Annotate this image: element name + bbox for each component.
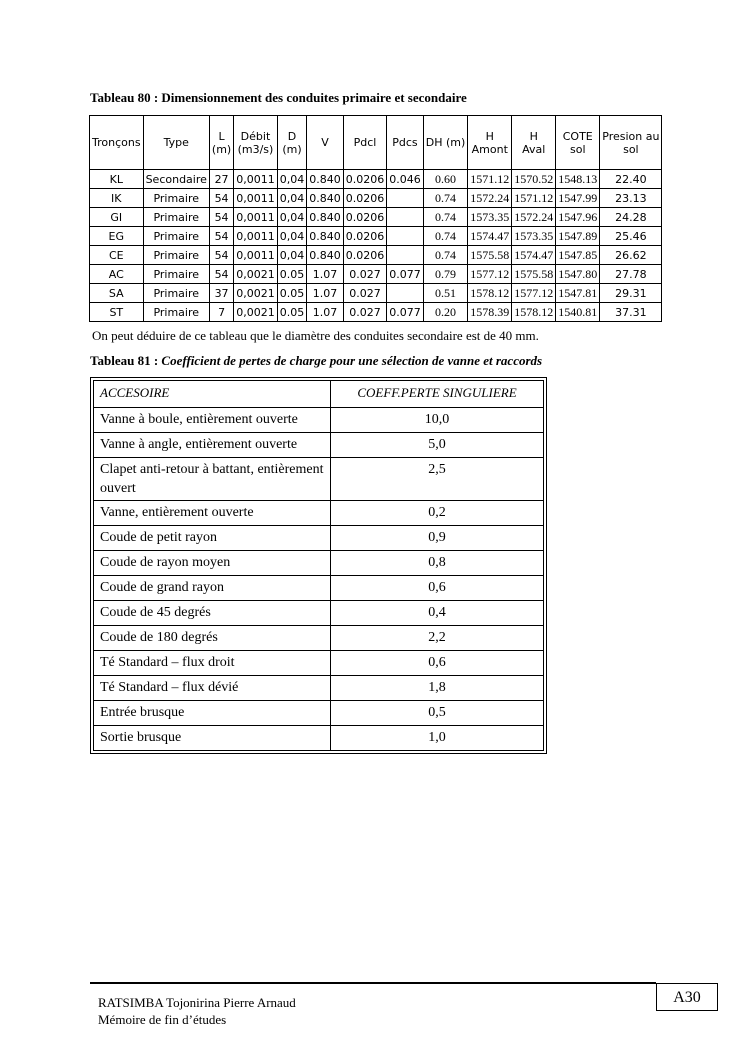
coeff-cell: 0,5	[331, 701, 544, 726]
table-cell: 54	[209, 189, 233, 208]
table-cell: 37.31	[600, 303, 662, 322]
table-header-row	[90, 116, 662, 170]
table-cell: 0.74	[423, 246, 468, 265]
accessoire-cell: Vanne à angle, entièrement ouverte	[94, 433, 331, 458]
coeff-cell: 10,0	[331, 408, 544, 433]
table-cell: 0.027	[343, 303, 387, 322]
table-cell: Primaire	[143, 189, 209, 208]
table-cell: SA	[90, 284, 144, 303]
column-header: DH (m)	[423, 116, 468, 170]
table-row	[90, 189, 662, 208]
accessoire-cell: Vanne à boule, entièrement ouverte	[94, 408, 331, 433]
table-cell: CE	[90, 246, 144, 265]
table-cell: 23.13	[600, 189, 662, 208]
table-cell: 1578.39	[468, 303, 512, 322]
coeff-cell: 0,6	[331, 651, 544, 676]
table-cell: 0.20	[423, 303, 468, 322]
table-cell: Primaire	[143, 284, 209, 303]
accessoire-cell: Sortie brusque	[94, 726, 331, 751]
table-cell: 1547.80	[556, 265, 600, 284]
table-cell: 0.74	[423, 208, 468, 227]
accessoire-cell: Coude de grand rayon	[94, 576, 331, 601]
table-cell: Primaire	[143, 246, 209, 265]
coeff-cell: 2,2	[331, 626, 544, 651]
table-cell	[387, 208, 424, 227]
table-cell: 0.0206	[343, 227, 387, 246]
table-cell: 1.07	[307, 265, 344, 284]
table-row	[90, 246, 662, 265]
footer-memo: Mémoire de fin d’études	[98, 1012, 227, 1027]
tableau-80-label: Tableau 80 :	[90, 90, 162, 105]
table-cell: 1547.81	[556, 284, 600, 303]
footer-divider	[90, 982, 656, 984]
header-accessoire: ACCESOIRE	[94, 381, 331, 408]
table-cell: 0.046	[387, 170, 424, 189]
table-row	[94, 651, 544, 676]
table-row	[90, 208, 662, 227]
table-row	[94, 701, 544, 726]
column-header: V	[307, 116, 344, 170]
table-cell: 0.840	[307, 227, 344, 246]
coeff-cell: 0,9	[331, 526, 544, 551]
table-cell: 0,0021	[234, 265, 278, 284]
table-cell: Primaire	[143, 208, 209, 227]
table-cell: 0.05	[277, 265, 307, 284]
table-cell: 27.78	[600, 265, 662, 284]
table-cell: 1575.58	[468, 246, 512, 265]
table-cell: Primaire	[143, 303, 209, 322]
coeff-cell: 0,2	[331, 501, 544, 526]
table-header-row	[94, 381, 544, 408]
table-cell: 24.28	[600, 208, 662, 227]
table-cell	[387, 246, 424, 265]
table-cell: AC	[90, 265, 144, 284]
table-row	[90, 303, 662, 322]
table-cell: 0,04	[277, 227, 307, 246]
tableau-81-text: Coefficient de pertes de charge pour une sélection de vanne et raccords	[161, 353, 543, 368]
coeff-cell: 1,8	[331, 676, 544, 701]
table-cell: 0.0206	[343, 189, 387, 208]
tableau-80-text: Dimensionnement des conduites primaire et secondaire	[161, 90, 467, 105]
table-row	[94, 458, 544, 501]
table-cell: 0.840	[307, 246, 344, 265]
table-row	[94, 433, 544, 458]
table-cell: 0,0011	[234, 170, 278, 189]
table-cell: 0.0206	[343, 170, 387, 189]
table-cell	[387, 227, 424, 246]
table-cell: 1578.12	[512, 303, 556, 322]
table-cell: IK	[90, 189, 144, 208]
table-cell: 0,04	[277, 170, 307, 189]
table-row	[90, 170, 662, 189]
table-cell: 0,04	[277, 208, 307, 227]
table-cell: 1571.12	[468, 170, 512, 189]
table-cell: 0.74	[423, 189, 468, 208]
table-row	[90, 265, 662, 284]
column-header: L (m)	[209, 116, 233, 170]
tableau-81-title	[90, 353, 542, 369]
table-cell: 1571.12	[512, 189, 556, 208]
footer-author: RATSIMBA Tojonirina Pierre Arnaud	[98, 995, 296, 1010]
accessoire-cell: Clapet anti-retour à battant, entièrement ouvert	[94, 458, 331, 501]
table-cell: 0,0011	[234, 246, 278, 265]
header-coeff: COEFF.PERTE SINGULIERE	[331, 381, 544, 408]
tableau-80-title	[90, 90, 467, 106]
table-cell: 0.840	[307, 208, 344, 227]
table-cell: 0.05	[277, 303, 307, 322]
table-cell: 1.07	[307, 303, 344, 322]
table-cell: 0.0206	[343, 246, 387, 265]
tableau-81	[93, 380, 544, 751]
coeff-cell: 0,6	[331, 576, 544, 601]
table-cell: 54	[209, 265, 233, 284]
accessoire-cell: Coude de petit rayon	[94, 526, 331, 551]
table-cell: GI	[90, 208, 144, 227]
coeff-cell: 0,8	[331, 551, 544, 576]
column-header: H Aval	[512, 116, 556, 170]
tableau-80	[89, 115, 662, 322]
table-cell: 1572.24	[512, 208, 556, 227]
table-cell: 0,0011	[234, 189, 278, 208]
conclusion-note: On peut déduire de ce tableau que le diamètre des conduites secondaire est de 40 mm.	[92, 328, 539, 343]
table-body	[90, 170, 662, 322]
table-cell: Primaire	[143, 265, 209, 284]
table-cell: KL	[90, 170, 144, 189]
table-cell: 1577.12	[468, 265, 512, 284]
accessoire-cell: Entrée brusque	[94, 701, 331, 726]
tableau-81-label: Tableau 81 :	[90, 353, 162, 368]
table-cell: 0.840	[307, 170, 344, 189]
column-header: Pdcs	[387, 116, 424, 170]
table-cell: 1574.47	[468, 227, 512, 246]
table-cell: 1547.99	[556, 189, 600, 208]
table-row	[94, 408, 544, 433]
column-header: H Amont	[468, 116, 512, 170]
accessoire-cell: Vanne, entièrement ouverte	[94, 501, 331, 526]
table-cell	[387, 189, 424, 208]
table-cell: 26.62	[600, 246, 662, 265]
column-header: D (m)	[277, 116, 307, 170]
table-cell: 0,0011	[234, 227, 278, 246]
table-cell: 1540.81	[556, 303, 600, 322]
table-cell: Primaire	[143, 227, 209, 246]
table-row	[90, 284, 662, 303]
table-cell: 0.027	[343, 265, 387, 284]
table-cell: 1547.85	[556, 246, 600, 265]
table-row	[94, 601, 544, 626]
table-cell: 1577.12	[512, 284, 556, 303]
accessoire-cell: Coude de 180 degrés	[94, 626, 331, 651]
table-row	[94, 626, 544, 651]
table-cell	[387, 284, 424, 303]
column-header: COTE sol	[556, 116, 600, 170]
table-cell: 1574.47	[512, 246, 556, 265]
table-cell: 1572.24	[468, 189, 512, 208]
column-header: Débit (m3/s)	[234, 116, 278, 170]
table-row	[94, 551, 544, 576]
table-cell: 0.077	[387, 265, 424, 284]
table-cell: 1547.89	[556, 227, 600, 246]
table-cell: 27	[209, 170, 233, 189]
table-cell: 7	[209, 303, 233, 322]
table-row	[94, 726, 544, 751]
table-cell: 0,0021	[234, 284, 278, 303]
table-cell: 1548.13	[556, 170, 600, 189]
table-cell: 0.0206	[343, 208, 387, 227]
accessoire-cell: Té Standard – flux dévié	[94, 676, 331, 701]
table-cell: ST	[90, 303, 144, 322]
table-cell: 0.74	[423, 227, 468, 246]
accessoire-cell: Té Standard – flux droit	[94, 651, 331, 676]
column-header: Pdcl	[343, 116, 387, 170]
table-cell: 0.077	[387, 303, 424, 322]
table-row	[94, 526, 544, 551]
table-cell: 0.60	[423, 170, 468, 189]
table-cell: 0.79	[423, 265, 468, 284]
table-cell: 0,04	[277, 246, 307, 265]
tableau-81-frame	[90, 377, 547, 754]
table-cell: 0,04	[277, 189, 307, 208]
column-header: Tronçons	[90, 116, 144, 170]
table-cell: EG	[90, 227, 144, 246]
table-row	[94, 576, 544, 601]
table-cell: 0.840	[307, 189, 344, 208]
table-row	[90, 227, 662, 246]
table-cell: 0.05	[277, 284, 307, 303]
page-number: A30	[656, 983, 718, 1011]
table-cell: 0.51	[423, 284, 468, 303]
column-header: Type	[143, 116, 209, 170]
accessoire-cell: Coude de 45 degrés	[94, 601, 331, 626]
coeff-cell: 0,4	[331, 601, 544, 626]
table-cell: 1575.58	[512, 265, 556, 284]
table-cell: 54	[209, 208, 233, 227]
table-cell: 1.07	[307, 284, 344, 303]
accessoire-cell: Coude de rayon moyen	[94, 551, 331, 576]
table-cell: 1573.35	[512, 227, 556, 246]
table-cell: 0,0021	[234, 303, 278, 322]
table-cell: 22.40	[600, 170, 662, 189]
table-cell: 0,0011	[234, 208, 278, 227]
table-cell: 54	[209, 246, 233, 265]
table-cell: 1570.52	[512, 170, 556, 189]
table-cell: 1578.12	[468, 284, 512, 303]
table-cell: 1547.96	[556, 208, 600, 227]
table-cell: 25.46	[600, 227, 662, 246]
table-cell: 54	[209, 227, 233, 246]
table-cell: 0.027	[343, 284, 387, 303]
table-cell: Secondaire	[143, 170, 209, 189]
coeff-cell: 5,0	[331, 433, 544, 458]
table-row	[94, 676, 544, 701]
table-cell: 1573.35	[468, 208, 512, 227]
table-cell: 29.31	[600, 284, 662, 303]
table-cell: 37	[209, 284, 233, 303]
coeff-cell: 2,5	[331, 458, 544, 501]
table-row	[94, 501, 544, 526]
coeff-cell: 1,0	[331, 726, 544, 751]
column-header: Presion au sol	[600, 116, 662, 170]
